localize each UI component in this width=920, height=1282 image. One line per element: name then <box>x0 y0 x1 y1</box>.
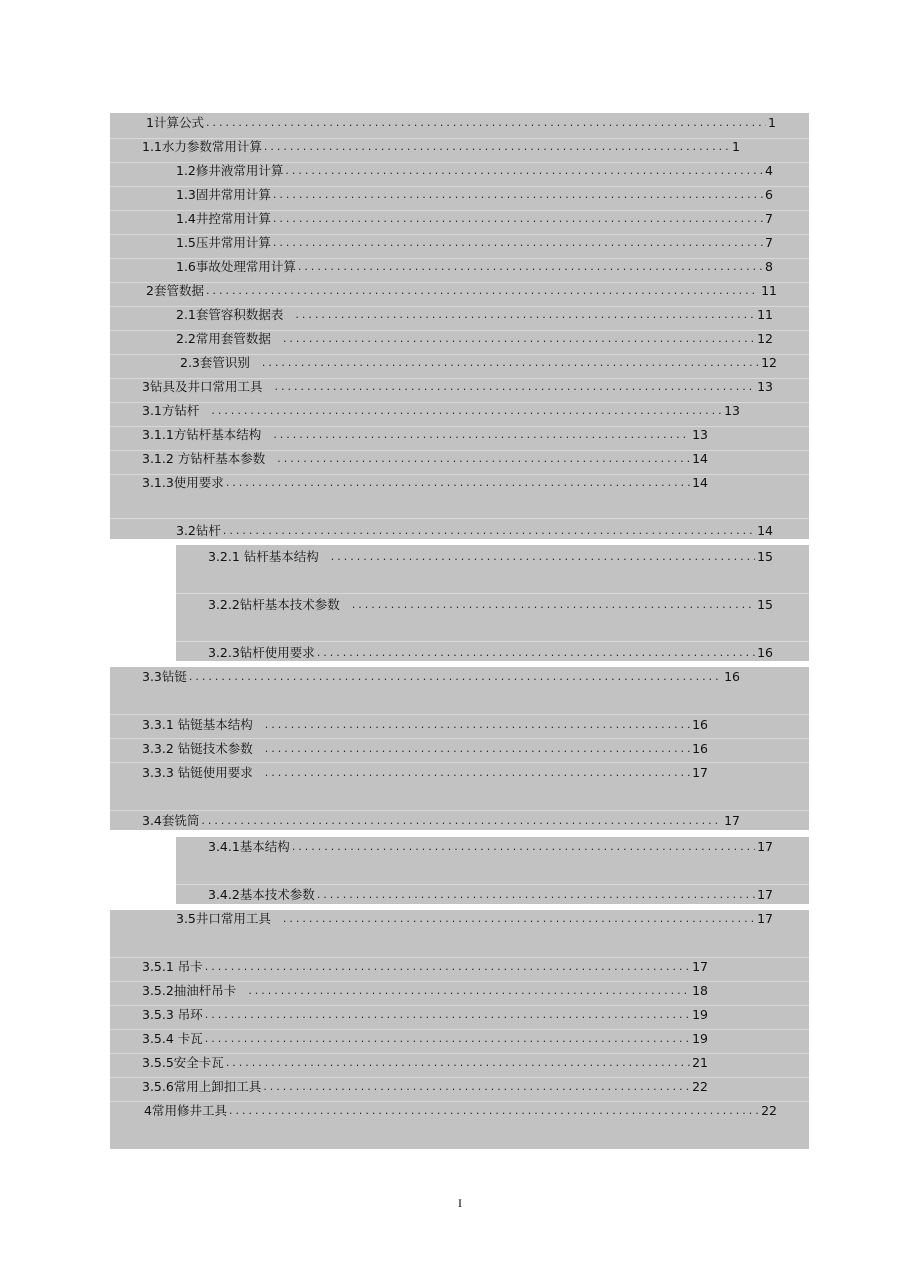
toc-entry-page: 14 <box>692 451 708 466</box>
toc-entry-3-5[interactable] <box>176 907 773 931</box>
toc-entry-title: 3.2.2钻杆基本技术参数 <box>208 597 340 612</box>
toc-entry-page: 11 <box>757 307 773 322</box>
toc-entry-page: 12 <box>757 331 773 346</box>
toc-entry-title: 3.1.1方钻杆基本结构 <box>142 427 262 442</box>
toc-entry-2-3[interactable] <box>180 351 777 375</box>
toc-entry-3-2-1[interactable] <box>208 545 773 569</box>
toc-entry-3-5-4[interactable] <box>142 1027 708 1051</box>
toc-entry-title: 3.1方钻杆 <box>142 403 200 418</box>
toc-entry-title: 3.3.2 钻铤技术参数 <box>142 741 253 756</box>
toc-leader <box>226 1051 690 1075</box>
toc-leader <box>205 955 690 979</box>
toc-entry-page: 19 <box>692 1031 708 1046</box>
toc-entry-page: 16 <box>692 741 708 756</box>
toc-entry-page: 16 <box>692 717 708 732</box>
toc-entry-page: 19 <box>692 1007 708 1022</box>
toc-leader <box>201 809 722 833</box>
toc-leader <box>264 135 730 159</box>
toc-entry-2-2[interactable] <box>176 327 773 351</box>
toc-leader <box>226 471 690 495</box>
toc-leader <box>273 183 763 207</box>
toc-entry-page: 13 <box>724 403 740 418</box>
toc-entry-page: 22 <box>761 1103 777 1118</box>
toc-entry-title: 3.5.6常用上卸扣工具 <box>142 1079 262 1094</box>
toc-entry-title: 3.4.1基本结构 <box>208 839 290 854</box>
toc-entry-title: 2.1套管容积数据表 <box>176 307 284 322</box>
toc-leader <box>274 375 755 399</box>
toc-entry-page: 7 <box>765 211 773 226</box>
toc-entry-3-1[interactable] <box>142 399 740 423</box>
toc-entry-page: 12 <box>761 355 777 370</box>
toc-entry-3-1-1[interactable] <box>142 423 708 447</box>
toc-leader <box>265 713 690 737</box>
toc-entry-title: 1.3固井常用计算 <box>176 187 271 202</box>
toc-entry-3-4-1[interactable] <box>208 835 773 859</box>
toc-entry-1-2[interactable] <box>176 159 773 183</box>
toc-leader <box>262 351 759 375</box>
toc-entry-3-4-2[interactable] <box>208 883 773 907</box>
toc-entry-page: 15 <box>757 549 773 564</box>
toc-leader <box>352 593 755 617</box>
toc-leader <box>263 1075 690 1099</box>
toc-leader <box>283 907 755 931</box>
toc-entry-title: 3.5.5安全卡瓦 <box>142 1055 224 1070</box>
toc-leader <box>317 641 755 665</box>
toc-leader <box>206 111 766 135</box>
toc-entry-title: 1.6事故处理常用计算 <box>176 259 296 274</box>
toc-entry-page: 13 <box>757 379 773 394</box>
toc-entry-4[interactable] <box>144 1099 777 1123</box>
toc-entry-3-2-3[interactable] <box>208 641 773 665</box>
toc-entry-title: 3.5.4 卡瓦 <box>142 1031 203 1046</box>
toc-leader <box>205 1027 690 1051</box>
toc-leader <box>285 159 763 183</box>
toc-entry-title: 3.5.1 吊卡 <box>142 959 203 974</box>
toc-entry-3-4[interactable] <box>142 809 740 833</box>
toc-leader <box>205 1003 690 1027</box>
toc-entry-title: 3.4套铣筒 <box>142 813 200 828</box>
toc-entry-3-5-6[interactable] <box>142 1075 708 1099</box>
toc-entry-page: 11 <box>761 283 777 298</box>
toc-entry-3-3-2[interactable] <box>142 737 708 761</box>
toc-entry-page: 17 <box>757 887 773 902</box>
toc-entry-page: 17 <box>692 765 708 780</box>
toc-entry-page: 8 <box>765 259 773 274</box>
page-number: I <box>458 1196 462 1210</box>
toc-leader <box>189 665 722 689</box>
toc-entry-page: 1 <box>732 139 740 154</box>
toc-entry-title: 3.3.3 钻铤使用要求 <box>142 765 253 780</box>
toc-entry-1-4[interactable] <box>176 207 773 231</box>
toc-entry-1[interactable] <box>146 111 776 135</box>
toc-entry-1-1[interactable] <box>142 135 740 159</box>
toc-entry-page: 18 <box>692 983 708 998</box>
toc-entry-1-5[interactable] <box>176 231 773 255</box>
toc-entry-page: 16 <box>757 645 773 660</box>
toc-entry-1-6[interactable] <box>176 255 773 279</box>
toc-entry-3-5-1[interactable] <box>142 955 708 979</box>
toc-entry-3-1-3[interactable] <box>142 471 708 495</box>
toc-entry-title: 1计算公式 <box>146 115 204 130</box>
toc-entry-title: 3.3.1 钻铤基本结构 <box>142 717 253 732</box>
toc-entry-2[interactable] <box>146 279 777 303</box>
toc-entry-page: 13 <box>692 427 708 442</box>
toc-leader <box>331 545 755 569</box>
toc-leader <box>277 447 690 471</box>
toc-entry-title: 1.4井控常用计算 <box>176 211 271 226</box>
toc-entry-3-5-5[interactable] <box>142 1051 708 1075</box>
toc-leader <box>292 835 755 859</box>
toc-entry-3-2[interactable] <box>176 519 773 543</box>
toc-entry-title: 3.4.2基本技术参数 <box>208 887 315 902</box>
toc-entry-page: 22 <box>692 1079 708 1094</box>
toc-leader <box>211 399 722 423</box>
toc-entry-title: 4常用修井工具 <box>144 1103 227 1118</box>
toc-entry-3-3[interactable] <box>142 665 740 689</box>
toc-entry-3-5-2[interactable] <box>142 979 708 1003</box>
toc-leader <box>317 883 755 907</box>
toc-leader <box>229 1099 759 1123</box>
toc-entry-3-3-1[interactable] <box>142 713 708 737</box>
toc-entry-2-1[interactable] <box>176 303 773 327</box>
toc-entry-page: 15 <box>757 597 773 612</box>
toc-entry-3-5-3[interactable] <box>142 1003 708 1027</box>
toc-entry-title: 3.2钻杆 <box>176 523 221 538</box>
toc-entry-title: 1.5压井常用计算 <box>176 235 271 250</box>
toc-entry-3-1-2[interactable] <box>142 447 708 471</box>
toc-entry-title: 3.2.1 钻杆基本结构 <box>208 549 319 564</box>
toc-entry-title: 1.2修井液常用计算 <box>176 163 284 178</box>
toc-leader <box>283 327 755 351</box>
toc-leader <box>273 231 763 255</box>
toc-entry-page: 17 <box>724 813 740 828</box>
toc-entry-title: 2.3套管识别 <box>180 355 250 370</box>
toc-entry-3-3-3[interactable] <box>142 761 708 785</box>
toc-leader <box>206 279 759 303</box>
toc-leader <box>248 979 690 1003</box>
toc-entry-page: 17 <box>757 839 773 854</box>
toc-entry-title: 2套管数据 <box>146 283 204 298</box>
toc-entry-title: 3.5井口常用工具 <box>176 911 271 926</box>
toc-leader <box>273 207 763 231</box>
toc-leader <box>265 737 690 761</box>
toc-entry-page: 14 <box>757 523 773 538</box>
toc-entry-1-3[interactable] <box>176 183 773 207</box>
toc-entry-title: 3.1.2 方钻杆基本参数 <box>142 451 266 466</box>
toc-leader <box>223 519 755 543</box>
toc-entry-page: 1 <box>768 115 776 130</box>
toc-entry-title: 3.3钻铤 <box>142 669 187 684</box>
toc-entry-3-2-2[interactable] <box>208 593 773 617</box>
toc-entry-title: 2.2常用套管数据 <box>176 331 271 346</box>
toc-entry-page: 14 <box>692 475 708 490</box>
toc-leader <box>295 303 755 327</box>
toc-entry-title: 3钻具及井口常用工具 <box>142 379 263 394</box>
toc-leader <box>265 761 690 785</box>
toc-entry-3[interactable] <box>142 375 773 399</box>
toc-entry-page: 16 <box>724 669 740 684</box>
toc-entry-title: 3.5.2抽油杆吊卡 <box>142 983 237 998</box>
toc-entry-page: 17 <box>757 911 773 926</box>
toc-entry-title: 3.1.3使用要求 <box>142 475 224 490</box>
toc-entry-page: 4 <box>765 163 773 178</box>
toc-entry-page: 17 <box>692 959 708 974</box>
toc-entry-title: 3.2.3钻杆使用要求 <box>208 645 315 660</box>
toc-entry-title: 1.1水力参数常用计算 <box>142 139 262 154</box>
toc-entry-page: 6 <box>765 187 773 202</box>
toc-leader <box>273 423 690 447</box>
toc-leader <box>298 255 763 279</box>
toc-entry-page: 7 <box>765 235 773 250</box>
toc-entry-page: 21 <box>692 1055 708 1070</box>
toc-entry-title: 3.5.3 吊环 <box>142 1007 203 1022</box>
